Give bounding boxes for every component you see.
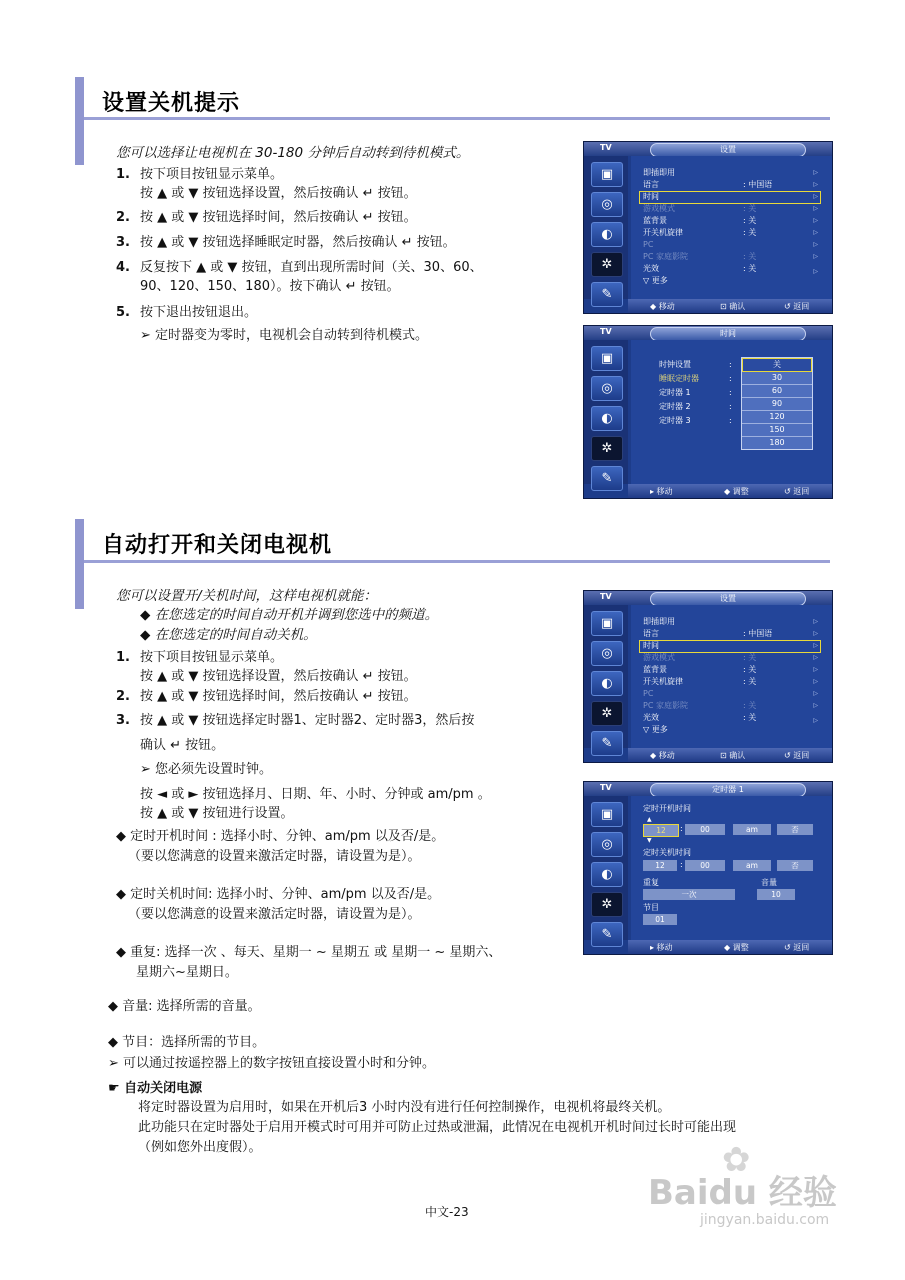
osd-row-more: ▽ 更多 bbox=[643, 276, 668, 285]
osd-highlight bbox=[639, 640, 821, 653]
osd-row-language: 语言 bbox=[643, 180, 659, 189]
s2-step2-line1: 按 ▲ 或 ▼ 按钮选择时间，然后按确认 ↵ 按钮。 bbox=[140, 689, 417, 704]
channel-icon: ◐ bbox=[591, 406, 623, 431]
input-plug-icon: ✎ bbox=[591, 282, 623, 307]
s2-auto-off-line3: （例如您外出度假）。 bbox=[138, 1140, 262, 1155]
osd-row-sleep: 睡眠定时器 bbox=[659, 374, 699, 383]
s2-item-volume: ◆ 音量: 选择所需的音量。 bbox=[108, 999, 261, 1014]
sleep-option: 180 bbox=[769, 438, 785, 447]
s2-step2-num: 2. bbox=[116, 689, 130, 704]
picture-icon: ▣ bbox=[591, 162, 623, 187]
osd-footer: ◆ 移动 ⊡ 确认 ↺ 返回 bbox=[628, 299, 832, 313]
osd-row-plug-play: 即插即用 bbox=[643, 168, 675, 177]
osd-setup-menu-1: TV 设置 ▣ ◎ ◐ ✲ ✎ 即插即用 语言 : 中国语 时间 游戏模式 : 关 蓝背景 : 关 开关机旋律 : 关 PC PC 家庭影院 : 关 光效 : 关 ▽ 更多 ▷ ▷ ▷ ▷ ▷ ▷ ▷ ▷ ▷ ◆ 移动 ⊡ 确认 ↺ 返回 bbox=[583, 141, 833, 314]
up-arrow-icon: ▲ bbox=[647, 816, 652, 823]
s1-step2-num: 2. bbox=[116, 210, 130, 225]
s1-step5-line1: 按下退出按钮退出。 bbox=[140, 305, 258, 320]
osd-row-clock: 时钟设置 bbox=[659, 360, 691, 369]
channel-icon: ◐ bbox=[591, 671, 623, 696]
setup-gear-icon: ✲ bbox=[591, 701, 623, 726]
s1-step4-num: 4. bbox=[116, 260, 130, 275]
s2-auto-off-line2: 此功能只在定时器处于启用开模式时可用并可防止过热或泄漏，此情况在电视机开机时间过长时可能出现 bbox=[138, 1120, 737, 1135]
s2-step3-line2: 确认 ↵ 按钮。 bbox=[140, 738, 225, 753]
timer-volume-label: 音量 bbox=[761, 878, 777, 887]
s2-tip: ➢ 可以通过按遥控器上的数字按钮直接设置小时和分钟。 bbox=[108, 1056, 436, 1071]
s1-step4-line1: 反复按下 ▲ 或 ▼ 按钮，直到出现所需时间（关、30、60、 bbox=[140, 260, 483, 275]
section1-intro: 您可以选择让电视机在 30-180 分钟后自动转到待机模式。 bbox=[116, 145, 470, 161]
s2-item-program: ◆ 节目：选择所需的节目。 bbox=[108, 1035, 266, 1050]
watermark-brand: Baidu 经验 bbox=[648, 1173, 837, 1213]
channel-icon: ◐ bbox=[591, 222, 623, 247]
osd-timer1-menu: TV 定时器 1 ▣ ◎ ◐ ✲ ✎ 定时开机时间 ▲ 12 : 00 am 否 ▼ 定时关机时间 12 : 00 am 否 重复 音量 一次 10 节目 01 ▸ 移动 ◆ 调整 ↺ 返回 bbox=[583, 781, 833, 955]
sound-icon: ◎ bbox=[591, 376, 623, 401]
timer-off-enable[interactable]: 否 bbox=[777, 860, 813, 871]
section2-intro: 您可以设置开/关机时间，这样电视机就能： bbox=[116, 588, 378, 604]
osd-row-timer2: 定时器 2 bbox=[659, 402, 691, 411]
osd-row-timer1: 定时器 1 bbox=[659, 388, 691, 397]
picture-icon: ▣ bbox=[591, 611, 623, 636]
sleep-options-list bbox=[741, 357, 813, 450]
timer-repeat-value[interactable]: 一次 bbox=[643, 889, 735, 900]
timer-on-enable[interactable]: 否 bbox=[777, 824, 813, 835]
sleep-option: 关 bbox=[742, 358, 812, 372]
section2-title: 自动打开和关闭电视机 bbox=[102, 533, 333, 558]
osd-row-pc-theater: PC 家庭影院 bbox=[643, 252, 688, 261]
osd-row-blue: 蓝背景 bbox=[643, 216, 667, 225]
s2-step3-extra1: 按 ◄ 或 ► 按钮选择月、日期、年、小时、分钟或 am/pm 。 bbox=[140, 787, 491, 802]
section2-bullet1: ◆ 在您选定的时间自动开机并调到您选中的频道。 bbox=[140, 607, 439, 623]
s1-step1-num: 1. bbox=[116, 167, 130, 182]
osd-row-light: 光效 bbox=[643, 713, 659, 722]
osd-row-light: 光效 bbox=[643, 264, 659, 273]
timer-off-ampm[interactable]: am bbox=[733, 860, 771, 871]
s2-item-repeat-1: ◆ 重复: 选择一次 、每天、星期一 ~ 星期五 或 星期一 ~ 星期六、 bbox=[116, 945, 502, 960]
osd-setup-menu-2: TV 设置 ▣ ◎ ◐ ✲ ✎ 即插即用 语言 : 中国语 时间 游戏模式 : 关 蓝背景 : 关 开关机旋律 : 关 PC PC 家庭影院 : 关 光效 : 关 ▽ 更多 ▷ ▷ ▷ ▷ ▷ ▷ ▷ ▷ ▷ ◆ 移动 ⊡ 确认 ↺ 返回 bbox=[583, 590, 833, 763]
osd-row-plug-play: 即插即用 bbox=[643, 617, 675, 626]
timer-off-label: 定时关机时间 bbox=[643, 848, 691, 857]
input-plug-icon: ✎ bbox=[591, 731, 623, 756]
osd-title: 设置 bbox=[650, 143, 806, 157]
sound-icon: ◎ bbox=[591, 641, 623, 666]
s1-step5-num: 5. bbox=[116, 305, 130, 320]
osd-title: 设置 bbox=[650, 592, 806, 606]
picture-icon: ▣ bbox=[591, 346, 623, 371]
sleep-option: 30 bbox=[742, 372, 812, 385]
timer-volume-value[interactable]: 10 bbox=[757, 889, 795, 900]
input-plug-icon: ✎ bbox=[591, 922, 623, 947]
s2-item-on-time-2: （要以您满意的设置来激活定时器，请设置为是）。 bbox=[128, 849, 421, 864]
osd-footer: ▸ 移动 ◆ 调整 ↺ 返回 bbox=[628, 940, 832, 954]
section2-rule bbox=[84, 560, 830, 563]
down-arrow-icon: ▼ bbox=[647, 837, 652, 844]
s1-step4-line2: 90、120、150、180）。按下确认 ↵ 按钮。 bbox=[140, 279, 400, 294]
osd-time-menu: TV 时间 ▣ ◎ ◐ ✲ ✎ 时钟设置 睡眠定时器 定时器 1 定时器 2 定时器 3 : : : : : 关 30 60 90 120 150 180 ▸ 移动 ◆ 调整 ↺ 返回 bbox=[583, 325, 833, 499]
s1-step3-line1: 按 ▲ 或 ▼ 按钮选择睡眠定时器，然后按确认 ↵ 按钮。 bbox=[140, 235, 456, 250]
osd-tv-label: TV bbox=[600, 143, 612, 152]
osd-row-game: 游戏模式 bbox=[643, 653, 675, 662]
picture-icon: ▣ bbox=[591, 802, 623, 827]
s2-step3-num: 3. bbox=[116, 713, 130, 728]
s1-step3-num: 3. bbox=[116, 235, 130, 250]
osd-row-time: 时间 bbox=[643, 192, 659, 201]
timer-on-ampm[interactable]: am bbox=[733, 824, 771, 835]
s2-auto-off-heading: ☛ 自动关闭电源 bbox=[108, 1081, 203, 1096]
sleep-option: 60 bbox=[742, 385, 812, 398]
s2-item-off-time-1: ◆ 定时关机时间: 选择小时、分钟、am/pm 以及否/是。 bbox=[116, 887, 441, 902]
channel-icon: ◐ bbox=[591, 862, 623, 887]
setup-gear-icon: ✲ bbox=[591, 252, 623, 277]
s2-step1-line1: 按下项目按钮显示菜单。 bbox=[140, 650, 284, 665]
s1-step1-line1: 按下项目按钮显示菜单。 bbox=[140, 167, 284, 182]
watermark-paw-icon: ✿ bbox=[722, 1140, 751, 1180]
osd-title: 时间 bbox=[650, 327, 806, 341]
s1-step2-line1: 按 ▲ 或 ▼ 按钮选择时间，然后按确认 ↵ 按钮。 bbox=[140, 210, 417, 225]
section1-title: 设置关机提示 bbox=[102, 91, 241, 116]
osd-footer: ▸ 移动 ◆ 调整 ↺ 返回 bbox=[628, 484, 832, 498]
watermark-url: jingyan.baidu.com bbox=[700, 1212, 830, 1228]
section1-rule bbox=[84, 117, 830, 120]
s2-item-repeat-2: 星期六~星期日。 bbox=[136, 965, 238, 980]
setup-gear-icon: ✲ bbox=[591, 436, 623, 461]
osd-row-timer3: 定时器 3 bbox=[659, 416, 691, 425]
s1-step1-line2: 按 ▲ 或 ▼ 按钮选择设置，然后按确认 ↵ 按钮。 bbox=[140, 186, 417, 201]
osd-row-blue: 蓝背景 bbox=[643, 665, 667, 674]
input-plug-icon: ✎ bbox=[591, 466, 623, 491]
setup-gear-icon: ✲ bbox=[591, 892, 623, 917]
osd-footer: ◆ 移动 ⊡ 确认 ↺ 返回 bbox=[628, 748, 832, 762]
s1-note: ➢ 定时器变为零时，电视机会自动转到待机模式。 bbox=[140, 328, 429, 343]
sleep-option: 150 bbox=[742, 424, 812, 437]
osd-row-melody: 开关机旋律 bbox=[643, 677, 683, 686]
s2-step1-line2: 按 ▲ 或 ▼ 按钮选择设置，然后按确认 ↵ 按钮。 bbox=[140, 669, 417, 684]
sleep-option: 120 bbox=[742, 411, 812, 424]
s2-step3-line1: 按 ▲ 或 ▼ 按钮选择定时器1、定时器2、定时器3，然后按 bbox=[140, 713, 475, 728]
osd-title: 定时器 1 bbox=[650, 783, 806, 797]
section2-bullet2: ◆ 在您选定的时间自动关机。 bbox=[140, 627, 317, 643]
timer-program-label: 节目 bbox=[643, 903, 659, 912]
timer-repeat-label: 重复 bbox=[643, 878, 659, 887]
s2-step3-note: ➢ 您必须先设置时钟。 bbox=[140, 762, 273, 777]
s2-step1-num: 1. bbox=[116, 650, 130, 665]
timer-on-label: 定时开机时间 bbox=[643, 804, 691, 813]
sound-icon: ◎ bbox=[591, 192, 623, 217]
osd-highlight bbox=[639, 191, 821, 204]
osd-row-time: 时间 bbox=[643, 641, 659, 650]
osd-row-melody: 开关机旋律 bbox=[643, 228, 683, 237]
s2-item-off-time-2: （要以您满意的设置来激活定时器，请设置为是）。 bbox=[128, 907, 421, 922]
osd-row-more: ▽ 更多 bbox=[643, 725, 668, 734]
sound-icon: ◎ bbox=[591, 832, 623, 857]
section2-bar bbox=[75, 519, 84, 609]
osd-row-language: 语言 bbox=[643, 629, 659, 638]
osd-row-game: 游戏模式 bbox=[643, 204, 675, 213]
timer-off-hour[interactable]: 12 bbox=[643, 860, 677, 871]
timer-program-value[interactable]: 01 bbox=[643, 914, 677, 925]
osd-row-pc: PC bbox=[643, 689, 654, 698]
section1-bar bbox=[75, 77, 84, 165]
s2-auto-off-line1: 将定时器设置为启用时，如果在开机后3 小时内没有进行任何控制操作，电视机将最终关机。 bbox=[138, 1100, 671, 1115]
page-number: 中文-23 bbox=[425, 1205, 469, 1219]
timer-on-minute[interactable]: 00 bbox=[685, 824, 725, 835]
osd-row-pc: PC bbox=[643, 240, 654, 249]
s2-item-on-time-1: ◆ 定时开机时间 : 选择小时、分钟、am/pm 以及否/是。 bbox=[116, 829, 445, 844]
sleep-option: 90 bbox=[742, 398, 812, 411]
timer-on-hour[interactable]: 12 bbox=[643, 824, 679, 837]
s2-step3-extra2: 按 ▲ 或 ▼ 按钮进行设置。 bbox=[140, 806, 294, 821]
timer-off-minute[interactable]: 00 bbox=[685, 860, 725, 871]
osd-row-pc-theater: PC 家庭影院 bbox=[643, 701, 688, 710]
